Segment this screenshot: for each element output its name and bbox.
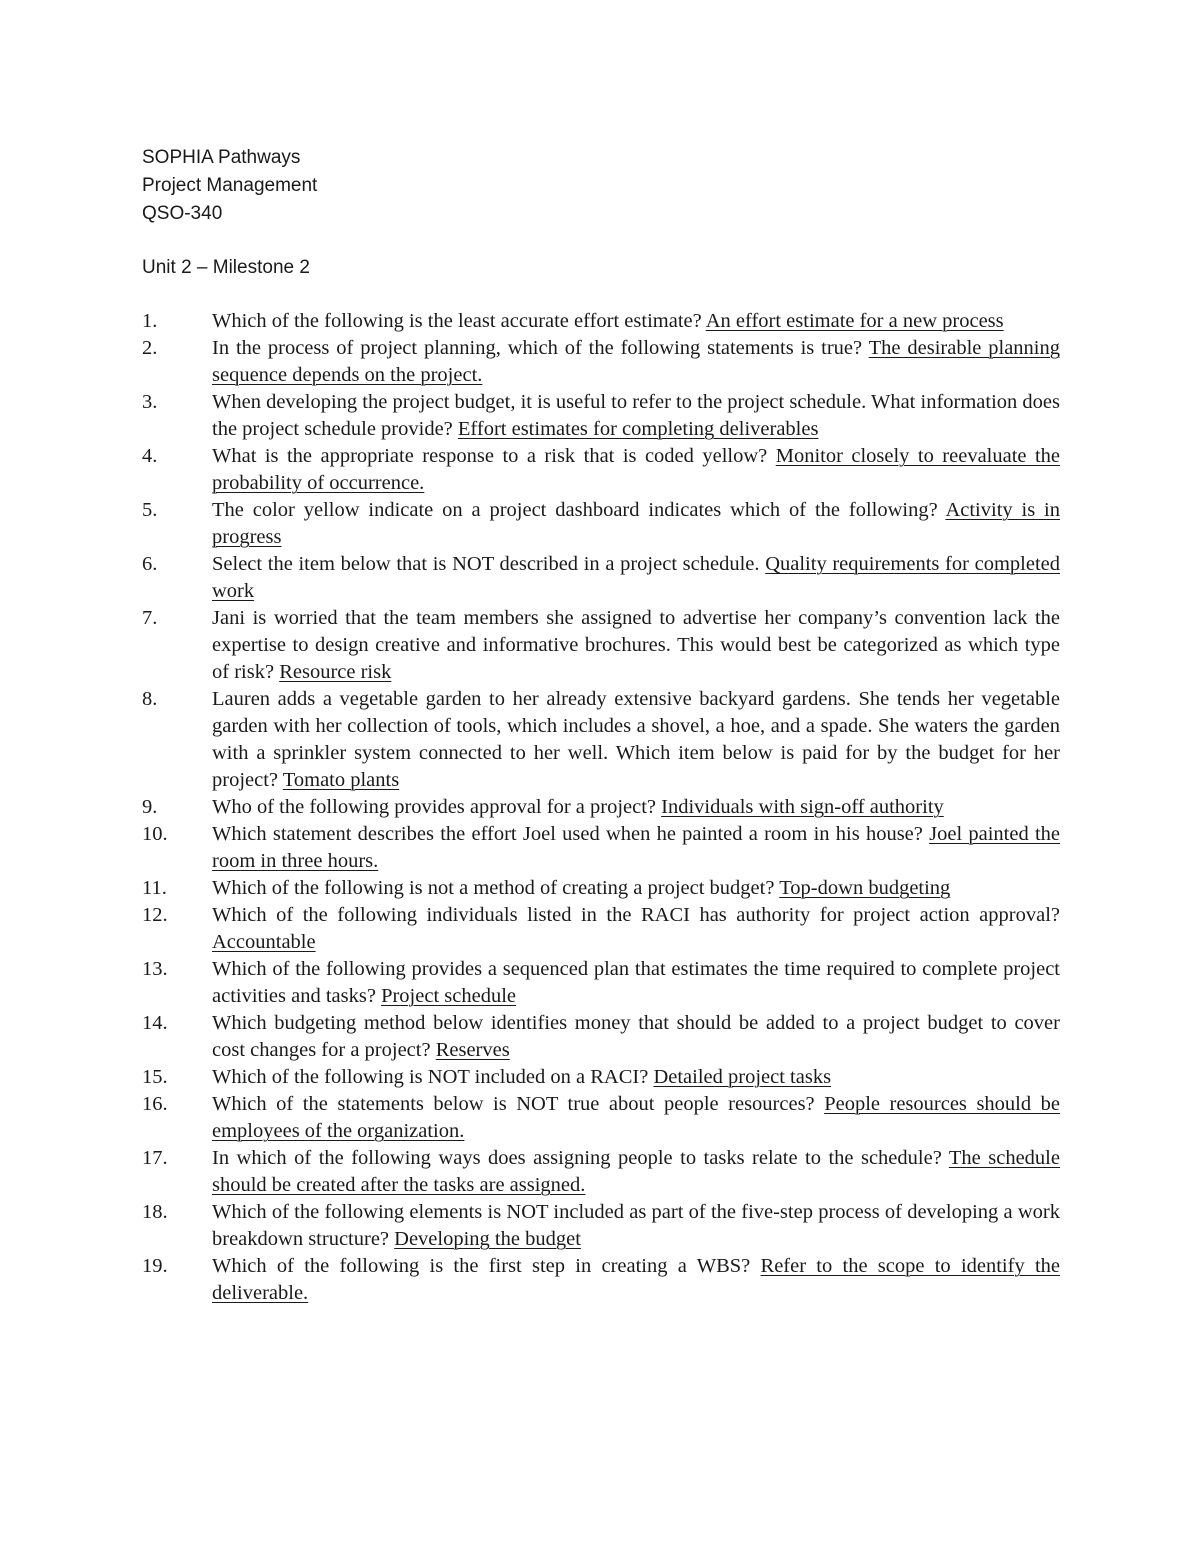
question-item	[142, 443, 1060, 497]
question-number: 1.	[142, 310, 158, 332]
question-text: Which of the statements below is NOT true about people resources?	[212, 1093, 815, 1115]
institution-label: SOPHIA Pathways	[142, 147, 301, 168]
question-number: 3.	[142, 391, 158, 413]
question-text: In which of the following ways does assigning people to tasks relate to the schedule?	[212, 1147, 942, 1169]
question-number: 16.	[142, 1093, 168, 1115]
answer-text: Monitor closely to reevaluate the probability of occurrence.	[212, 445, 1061, 494]
question-text: The color yellow indicate on a project dashboard indicates which of the following?	[212, 499, 938, 521]
question-text: Which of the following is the least accurate effort estimate?	[212, 310, 702, 332]
question-number: 8.	[142, 688, 158, 710]
question-number: 12.	[142, 904, 168, 926]
document-header	[142, 144, 317, 282]
question-text: Which of the following individuals listed in the RACI has authority for project action approval?	[212, 904, 1060, 926]
question-text: Which budgeting method below identifies money that should be added to a project budget to cover cost changes for a project?	[212, 1012, 1060, 1061]
answer-text: Individuals with sign-off authority	[661, 796, 944, 818]
question-text: In the process of project planning, which of the following statements is true?	[212, 337, 863, 359]
question-item	[142, 335, 1060, 389]
answer-text: Top-down budgeting	[779, 877, 951, 899]
question-text: Lauren adds a vegetable garden to her already extensive backyard gardens. She tends her vegetable garden with her collection of tools, which includes a shovel, a hoe, and a spade. She waters the garden with a sprinkler system connected to her well. Which item below is paid for by the budget for her project?	[212, 688, 1060, 791]
question-item	[142, 497, 1060, 551]
question-item	[142, 821, 1060, 875]
question-number: 15.	[142, 1066, 168, 1088]
question-item	[142, 308, 1060, 335]
question-number: 6.	[142, 553, 158, 575]
question-number: 14.	[142, 1012, 168, 1034]
question-item	[142, 686, 1060, 794]
question-text: Which of the following is NOT included on a RACI?	[212, 1066, 649, 1088]
answer-text: Reserves	[435, 1039, 510, 1061]
question-number: 11.	[142, 877, 167, 899]
question-text: Who of the following provides approval for a project?	[212, 796, 657, 818]
answer-text: The schedule should be created after the tasks are assigned.	[212, 1147, 1060, 1196]
answer-text: Project schedule	[381, 985, 516, 1007]
question-item	[142, 956, 1060, 1010]
question-text: When developing the project budget, it is useful to refer to the project schedule. What information does the project schedule provide?	[212, 391, 1060, 440]
question-number: 17.	[142, 1147, 168, 1169]
question-text: Jani is worried that the team members she assigned to advertise her company’s convention lack the expertise to design creative and informative brochures. This would best be categorized as which type of risk?	[212, 607, 1060, 683]
question-list	[142, 308, 1060, 1307]
answer-text: Tomato plants	[282, 769, 400, 791]
question-item	[142, 794, 1060, 821]
question-item	[142, 389, 1060, 443]
answer-text: Quality requirements for completed work	[212, 553, 1060, 602]
question-number: 13.	[142, 958, 168, 980]
question-text: Which of the following elements is NOT included as part of the five-step process of developing a work breakdown structure?	[212, 1201, 1060, 1250]
answer-text: Resource risk	[279, 661, 392, 683]
question-text: Which of the following provides a sequenced plan that estimates the time required to complete project activities and tasks?	[212, 958, 1060, 1007]
question-number: 2.	[142, 337, 158, 359]
question-text: Which of the following is the first step in creating a WBS?	[212, 1255, 751, 1277]
question-number: 4.	[142, 445, 158, 467]
question-item	[142, 1010, 1060, 1064]
question-text: Which statement describes the effort Joel used when he painted a room in his house?	[212, 823, 923, 845]
answer-text: Activity is in progress	[212, 499, 1060, 548]
question-item	[142, 1253, 1060, 1307]
unit-title: Unit 2 – Milestone 2	[142, 257, 310, 278]
question-number: 9.	[142, 796, 158, 818]
course-code: QSO-340	[142, 203, 223, 224]
question-text: Which of the following is not a method of creating a project budget?	[212, 877, 775, 899]
answer-text: Joel painted the room in three hours.	[212, 823, 1061, 872]
question-text: What is the appropriate response to a risk that is coded yellow?	[212, 445, 768, 467]
question-text: Select the item below that is NOT described in a project schedule.	[212, 553, 760, 575]
question-item	[142, 605, 1060, 686]
question-item	[142, 1064, 1060, 1091]
question-number: 10.	[142, 823, 168, 845]
question-item	[142, 1199, 1060, 1253]
header-spacer	[142, 228, 317, 254]
answer-text: Effort estimates for completing deliverables	[457, 418, 819, 440]
course-title: Project Management	[142, 175, 318, 196]
question-item	[142, 1091, 1060, 1145]
answer-text: Accountable	[212, 931, 316, 953]
question-item	[142, 1145, 1060, 1199]
answer-text: Developing the budget	[394, 1228, 581, 1250]
answer-text: Refer to the scope to identify the deliverable.	[212, 1255, 1060, 1304]
answer-text: Detailed project tasks	[653, 1066, 832, 1088]
question-item	[142, 902, 1060, 956]
answer-text: An effort estimate for a new process	[705, 310, 1004, 332]
question-number: 18.	[142, 1201, 168, 1223]
question-item	[142, 875, 1060, 902]
answer-text: The desirable planning sequence depends on the project.	[212, 337, 1061, 386]
question-number: 7.	[142, 607, 158, 629]
question-number: 5.	[142, 499, 158, 521]
question-number: 19.	[142, 1255, 168, 1277]
question-item	[142, 551, 1060, 605]
answer-text: People resources should be employees of the organization.	[212, 1093, 1060, 1142]
